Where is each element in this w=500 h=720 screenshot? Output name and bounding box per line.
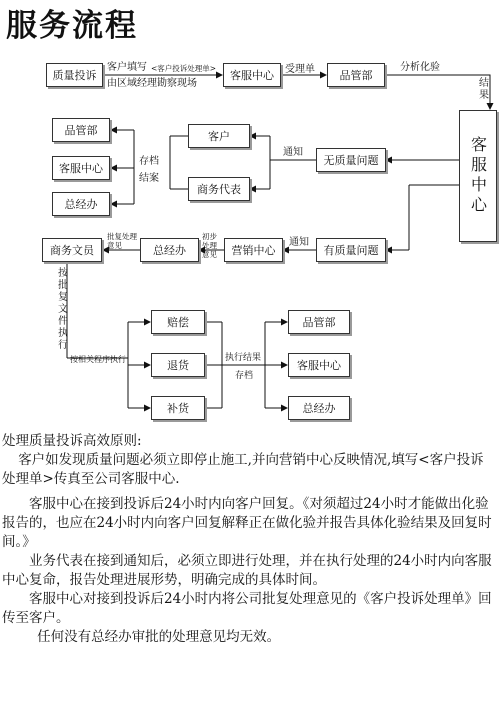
quality-management-dept-box: 品管部 xyxy=(327,63,385,87)
customer-service-bottom-box: 客服中心 xyxy=(288,353,350,377)
principle-paragraph-2: 客服中心在接到投诉后24小时内向客户回复。《对须超过24小时才能做出化验报告的，也应在24小时内向客户回复解释正在做化验并报告具体化验结果及回复时间。》 xyxy=(2,496,492,550)
quality-management-bottom-box: 品管部 xyxy=(288,310,350,334)
customer-service-center-vertical-box: 客服中心 xyxy=(459,110,497,242)
general-office-bottom-box: 总经办 xyxy=(288,396,350,420)
approve-opinion-label: 批复处理意见 xyxy=(107,232,137,250)
principles-text xyxy=(2,432,496,647)
principle-paragraph-5: 任何没有总经办审批的处理意见均无效。 xyxy=(37,629,281,645)
quality-issue-box: 有质量问题 xyxy=(316,238,386,262)
no-quality-issue-box: 无质量问题 xyxy=(316,148,386,172)
customer-service-left-box: 客服中心 xyxy=(52,156,110,180)
principle-paragraph-3: 业务代表在接到通知后，必须立即进行处理，并在执行处理的24小时内向客服中心复命，报告处理进展形势，明确完成的具体时间。 xyxy=(2,553,492,588)
execute-by-procedure-label: 按相关程序执行 xyxy=(70,355,126,364)
notify-label-2: 通知 xyxy=(289,237,309,248)
archive-label-2: 存档 xyxy=(235,371,254,381)
notify-label-1: 通知 xyxy=(283,147,303,158)
principle-paragraph-4: 客服中心对接到投诉后24小时内将公司批复处理意见的《客户投诉处理单》回传至客户。 xyxy=(2,591,492,626)
quality-management-left-box: 品管部 xyxy=(52,118,110,142)
quality-complaint-box: 质量投诉 xyxy=(46,63,103,87)
regional-manager-label: 由区域经理勘察现场 xyxy=(107,78,197,89)
customer-service-center-box: 客服中心 xyxy=(223,63,281,87)
execution-result-label: 执行结果 xyxy=(225,353,262,363)
accept-form-label: 受理单 xyxy=(285,64,315,75)
business-rep-box: 商务代表 xyxy=(188,177,250,201)
sales-center-box: 营销中心 xyxy=(224,238,283,262)
replenish-goods-box: 补货 xyxy=(151,396,205,420)
customer-box: 客户 xyxy=(188,124,250,148)
complaint-form-small-label: <客户投诉处理单> xyxy=(151,64,217,73)
customer-fill-label: 客户填写 xyxy=(107,62,147,73)
result-label: 结果 xyxy=(479,78,489,101)
initial-opinion-label: 初步处理意见 xyxy=(202,232,217,259)
business-clerk-box: 商务文员 xyxy=(42,238,102,262)
return-goods-box: 退货 xyxy=(151,353,205,377)
principle-paragraph-1: 客户如发现质量问题必须立即停止施工,并向营销中心反映情况,填写<客户投诉处理单>传真至公司客服中心. xyxy=(2,452,484,487)
archive-label: 存档 xyxy=(139,156,159,167)
page-title: 服务流程 xyxy=(6,8,138,44)
compensation-box: 赔偿 xyxy=(151,310,205,334)
general-office-mid-box: 总经办 xyxy=(140,238,199,262)
principle-title: 处理质量投诉高效原则: xyxy=(2,433,142,449)
approve-execute-label: 按批复文件执行 xyxy=(58,268,68,351)
close-case-label: 结案 xyxy=(139,173,159,184)
general-office-left-box: 总经办 xyxy=(52,192,110,216)
analysis-label: 分析化验 xyxy=(400,62,440,73)
